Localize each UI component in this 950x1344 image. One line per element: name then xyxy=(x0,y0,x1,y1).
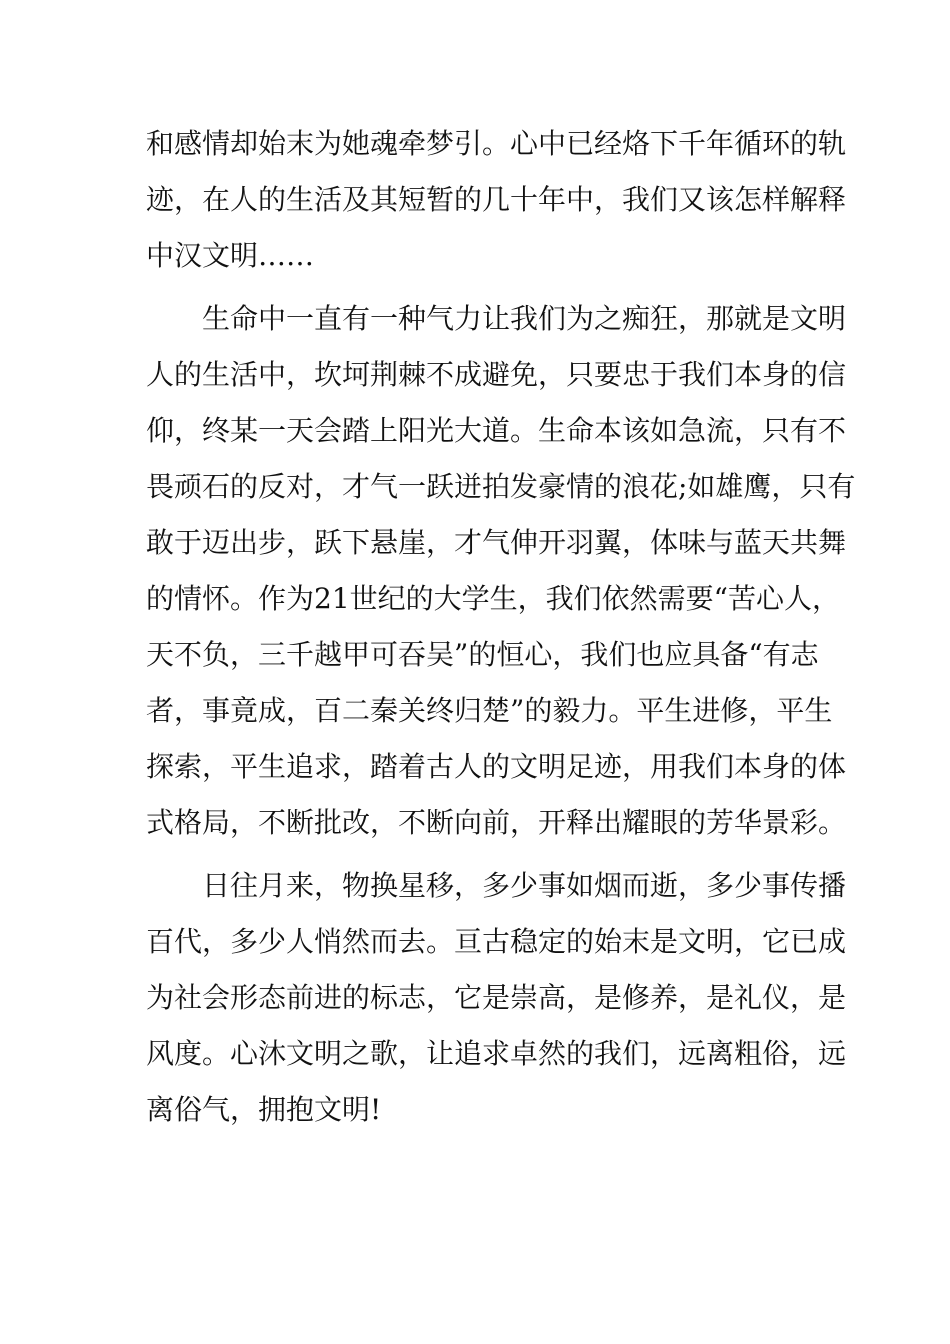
text-line: 和感情却始末为她魂牵梦引。心中已经烙下千年循环的轨 xyxy=(146,127,847,160)
body-text xyxy=(146,116,856,1138)
text-line: 式格局，不断批改，不断向前，开释出耀眼的芳华景彩。 xyxy=(146,806,847,839)
text-line: 人的生活中，坎坷荆棘不成避免，只要忠于我们本身的信 xyxy=(146,358,847,391)
text-line: 的情怀。作为21世纪的大学生，我们依然需要“苦心人， xyxy=(146,582,840,615)
text-line: 风度。心沐文明之歌，让追求卓然的我们，远离粗俗，远 xyxy=(146,1037,847,1070)
text-line: 天不负，三千越甲可吞吴”的恒心，我们也应具备“有志 xyxy=(146,638,819,671)
text-line: 离俗气，拥抱文明! xyxy=(146,1093,382,1126)
text-line: 日往月来，物换星移，多少事如烟而逝，多少事传播 xyxy=(202,869,847,902)
text-line: 为社会形态前进的标志，它是崇高，是修养，是礼仪，是 xyxy=(146,981,847,1014)
text-line: 生命中一直有一种气力让我们为之痴狂，那就是文明 xyxy=(202,302,847,335)
text-line: 中汉文明…… xyxy=(146,239,315,272)
text-line: 探索，平生追求，踏着古人的文明足迹，用我们本身的体 xyxy=(146,750,847,783)
paragraph-1 xyxy=(146,116,847,284)
text-line: 仰，终某一天会踏上阳光大道。生命本该如急流，只有不 xyxy=(146,414,847,447)
text-line: 敢于迈出步，跃下悬崖，才气伸开羽翼，体味与蓝天共舞 xyxy=(146,526,847,559)
text-line: 畏顽石的反对，才气一跃迸拍发豪情的浪花;如雄鹰，只有 xyxy=(146,470,856,503)
text-line: 百代，多少人悄然而去。亘古稳定的始末是文明，它已成 xyxy=(146,925,847,958)
paragraph-3 xyxy=(146,858,847,1138)
text-line: 迹，在人的生活及其短暂的几十年中，我们又该怎样解释 xyxy=(146,183,847,216)
paragraph-2 xyxy=(146,291,856,851)
text-line: 者，事竟成，百二秦关终归楚”的毅力。平生进修，平生 xyxy=(146,694,833,727)
